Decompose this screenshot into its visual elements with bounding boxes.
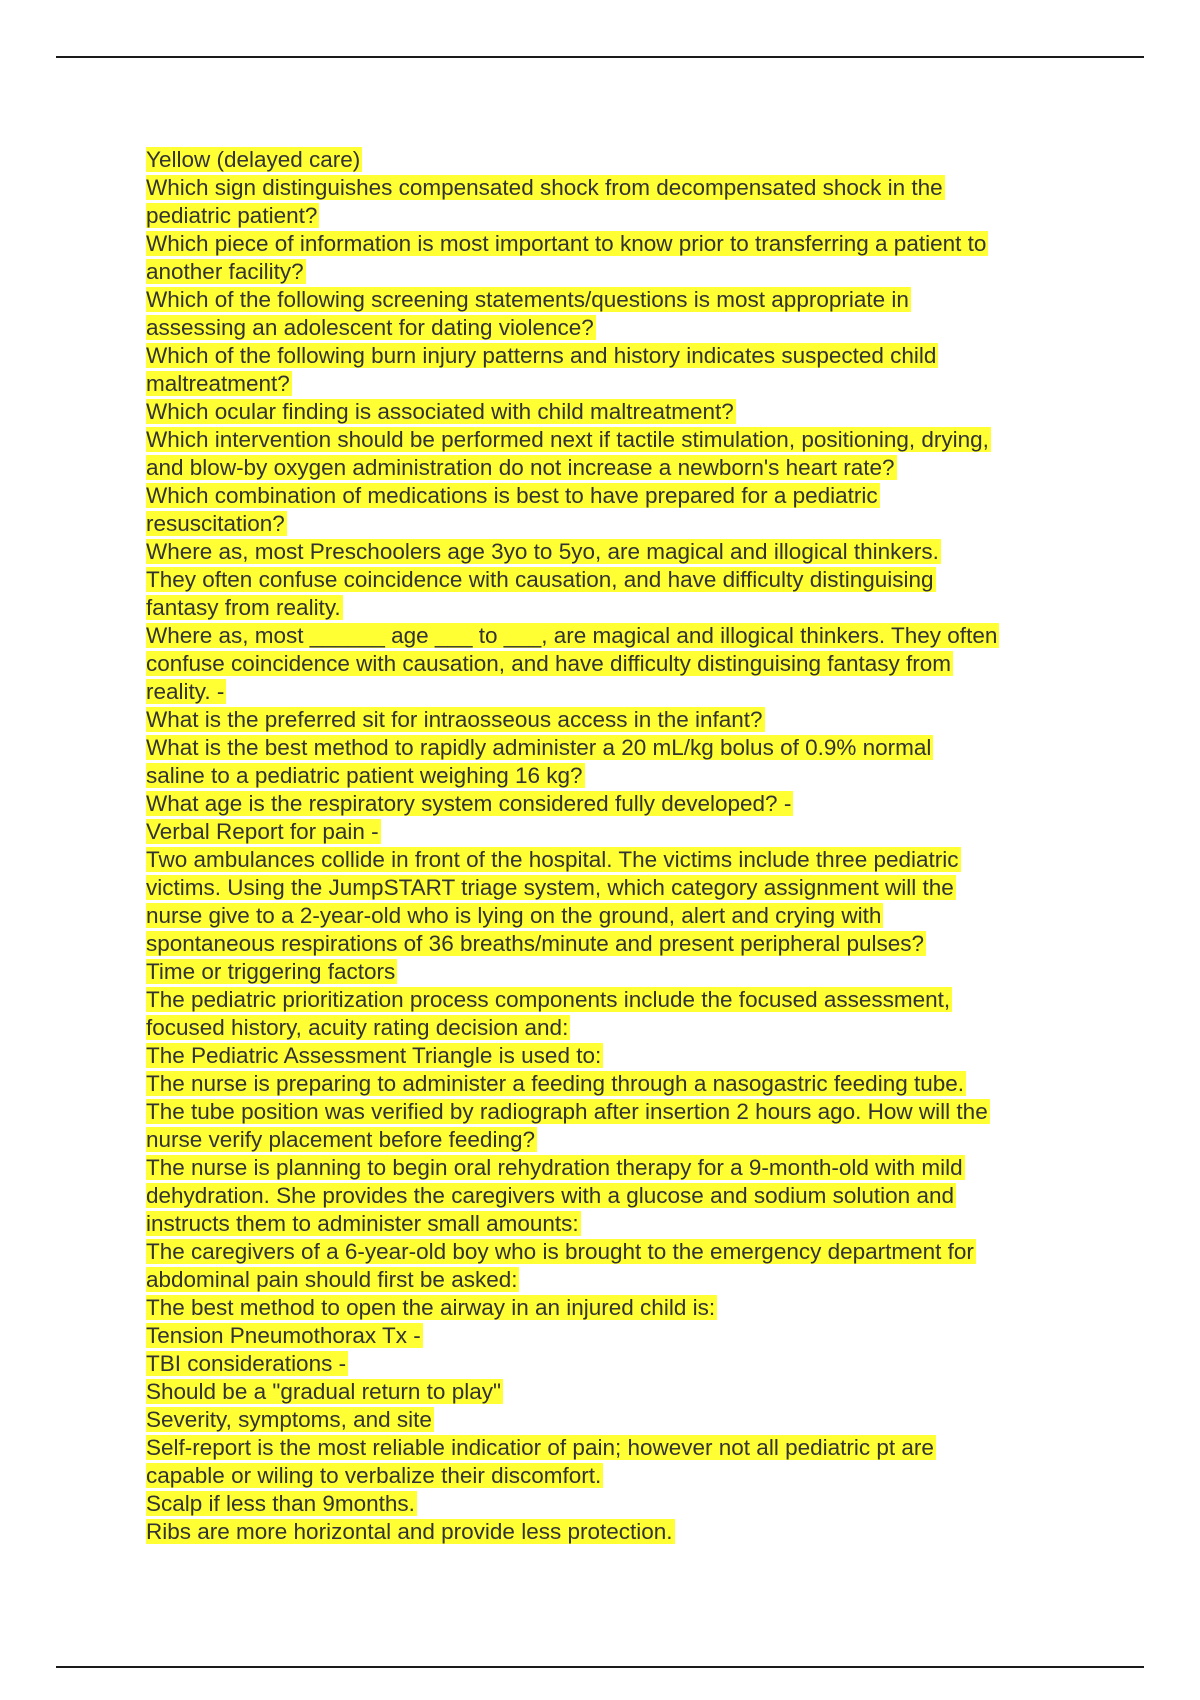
line-text: Yellow (delayed care) <box>146 147 361 172</box>
line-text: Severity, symptoms, and site <box>146 1407 432 1432</box>
line-text: The tube position was verified by radiograph after insertion 2 hours ago. How will the <box>146 1099 988 1124</box>
line-text: Time or triggering factors <box>146 959 396 984</box>
line-text: and blow-by oxygen administration do not increase a newborn's heart rate? <box>146 455 895 480</box>
highlighted-text-line <box>146 986 1076 1014</box>
line-text: Should be a "gradual return to play" <box>146 1379 501 1404</box>
highlighted-text-line <box>146 426 1076 454</box>
highlighted-text-line <box>146 398 1076 426</box>
line-text: Which intervention should be performed next if tactile stimulation, positioning, drying, <box>146 427 989 452</box>
line-text: The Pediatric Assessment Triangle is used to: <box>146 1043 602 1068</box>
line-text: Scalp if less than 9months. <box>146 1491 415 1516</box>
highlighted-text-line <box>146 650 1076 678</box>
highlighted-text-line <box>146 482 1076 510</box>
highlighted-text-line <box>146 1126 1076 1154</box>
highlighted-text-line <box>146 818 1076 846</box>
line-text: Which combination of medications is best to have prepared for a pediatric <box>146 483 878 508</box>
line-text: Which of the following burn injury patterns and history indicates suspected child <box>146 343 937 368</box>
highlighted-text-line <box>146 1014 1076 1042</box>
line-text: resuscitation? <box>146 511 285 536</box>
line-text: victims. Using the JumpSTART triage system, which category assignment will the <box>146 875 954 900</box>
line-text: Where as, most ______ age ___ to ___, are magical and illogical thinkers. They often <box>146 623 998 648</box>
line-text: Which sign distinguishes compensated shock from decompensated shock in the <box>146 175 943 200</box>
highlighted-text-line <box>146 930 1076 958</box>
highlighted-text-line <box>146 258 1076 286</box>
highlighted-text-line <box>146 622 1076 650</box>
line-text: Which piece of information is most important to know prior to transferring a patient to <box>146 231 987 256</box>
highlighted-text-line <box>146 202 1076 230</box>
highlighted-text-line <box>146 1210 1076 1238</box>
highlighted-text-line <box>146 1182 1076 1210</box>
line-text: The caregivers of a 6-year-old boy who is brought to the emergency department for <box>146 1239 974 1264</box>
highlighted-text-line <box>146 538 1076 566</box>
line-text: confuse coincidence with causation, and have difficulty distinguising fantasy from <box>146 651 952 676</box>
line-text: saline to a pediatric patient weighing 16 kg? <box>146 763 583 788</box>
highlighted-text-line <box>146 958 1076 986</box>
line-text: They often confuse coincidence with causation, and have difficulty distinguising <box>146 567 934 592</box>
highlighted-text-line <box>146 1322 1076 1350</box>
highlighted-text-line <box>146 1350 1076 1378</box>
line-text: The nurse is preparing to administer a feeding through a nasogastric feeding tube. <box>146 1071 965 1096</box>
highlighted-text-line <box>146 1266 1076 1294</box>
line-text: dehydration. She provides the caregivers with a glucose and sodium solution and <box>146 1183 954 1208</box>
line-text: Two ambulances collide in front of the hospital. The victims include three pediatric <box>146 847 959 872</box>
line-text: capable or wiling to verbalize their discomfort. <box>146 1463 602 1488</box>
line-text: The nurse is planning to begin oral rehydration therapy for a 9-month-old with mild <box>146 1155 963 1180</box>
line-text: instructs them to administer small amounts: <box>146 1211 579 1236</box>
highlighted-text-line <box>146 230 1076 258</box>
highlighted-text-line <box>146 314 1076 342</box>
highlighted-text-line <box>146 1462 1076 1490</box>
line-text: maltreatment? <box>146 371 290 396</box>
highlighted-text-line <box>146 174 1076 202</box>
line-text: abdominal pain should first be asked: <box>146 1267 518 1292</box>
highlighted-text-line <box>146 1518 1076 1546</box>
line-text: focused history, acuity rating decision and: <box>146 1015 569 1040</box>
line-text: What is the preferred sit for intraosseous access in the infant? <box>146 707 763 732</box>
highlighted-text-line <box>146 1238 1076 1266</box>
line-text: nurse give to a 2-year-old who is lying on the ground, alert and crying with <box>146 903 882 928</box>
line-text: spontaneous respirations of 36 breaths/minute and present peripheral pulses? <box>146 931 924 956</box>
line-text: Ribs are more horizontal and provide less protection. <box>146 1519 673 1544</box>
highlighted-text-line <box>146 846 1076 874</box>
highlighted-text-line <box>146 874 1076 902</box>
highlighted-text-line <box>146 1406 1076 1434</box>
highlighted-text-line <box>146 678 1076 706</box>
highlighted-text-line <box>146 1378 1076 1406</box>
footer-rule <box>56 1666 1144 1668</box>
header-rule <box>56 56 1144 58</box>
line-text: What age is the respiratory system considered fully developed? - <box>146 791 792 816</box>
document-body <box>146 146 1076 1546</box>
line-text: nurse verify placement before feeding? <box>146 1127 535 1152</box>
highlighted-text-line <box>146 1434 1076 1462</box>
highlighted-text-line <box>146 566 1076 594</box>
line-text: assessing an adolescent for dating violence? <box>146 315 594 340</box>
highlighted-text-line <box>146 342 1076 370</box>
highlighted-text-line <box>146 1042 1076 1070</box>
line-text: pediatric patient? <box>146 203 318 228</box>
highlighted-text-line <box>146 510 1076 538</box>
highlighted-text-line <box>146 370 1076 398</box>
line-text: reality. - <box>146 679 225 704</box>
highlighted-text-line <box>146 1070 1076 1098</box>
line-text: What is the best method to rapidly administer a 20 mL/kg bolus of 0.9% normal <box>146 735 932 760</box>
highlighted-text-line <box>146 902 1076 930</box>
line-text: fantasy from reality. <box>146 595 341 620</box>
line-text: Tension Pneumothorax Tx - <box>146 1323 421 1348</box>
highlighted-text-line <box>146 762 1076 790</box>
highlighted-text-line <box>146 146 1076 174</box>
line-text: Which ocular finding is associated with child maltreatment? <box>146 399 734 424</box>
highlighted-text-line <box>146 706 1076 734</box>
line-text: Where as, most Preschoolers age 3yo to 5yo, are magical and illogical thinkers. <box>146 539 939 564</box>
highlighted-text-line <box>146 454 1076 482</box>
highlighted-text-line <box>146 790 1076 818</box>
line-text: TBI considerations - <box>146 1351 347 1376</box>
highlighted-text-line <box>146 734 1076 762</box>
line-text: The best method to open the airway in an injured child is: <box>146 1295 716 1320</box>
highlighted-text-line <box>146 594 1076 622</box>
line-text: Verbal Report for pain - <box>146 819 379 844</box>
line-text: Which of the following screening statements/questions is most appropriate in <box>146 287 909 312</box>
highlighted-text-line <box>146 1490 1076 1518</box>
highlighted-text-line <box>146 1294 1076 1322</box>
line-text: another facility? <box>146 259 304 284</box>
line-text: The pediatric prioritization process components include the focused assessment, <box>146 987 951 1012</box>
highlighted-text-line <box>146 286 1076 314</box>
highlighted-text-line <box>146 1154 1076 1182</box>
line-text: Self-report is the most reliable indicatior of pain; however not all pediatric pt are <box>146 1435 934 1460</box>
highlighted-text-line <box>146 1098 1076 1126</box>
